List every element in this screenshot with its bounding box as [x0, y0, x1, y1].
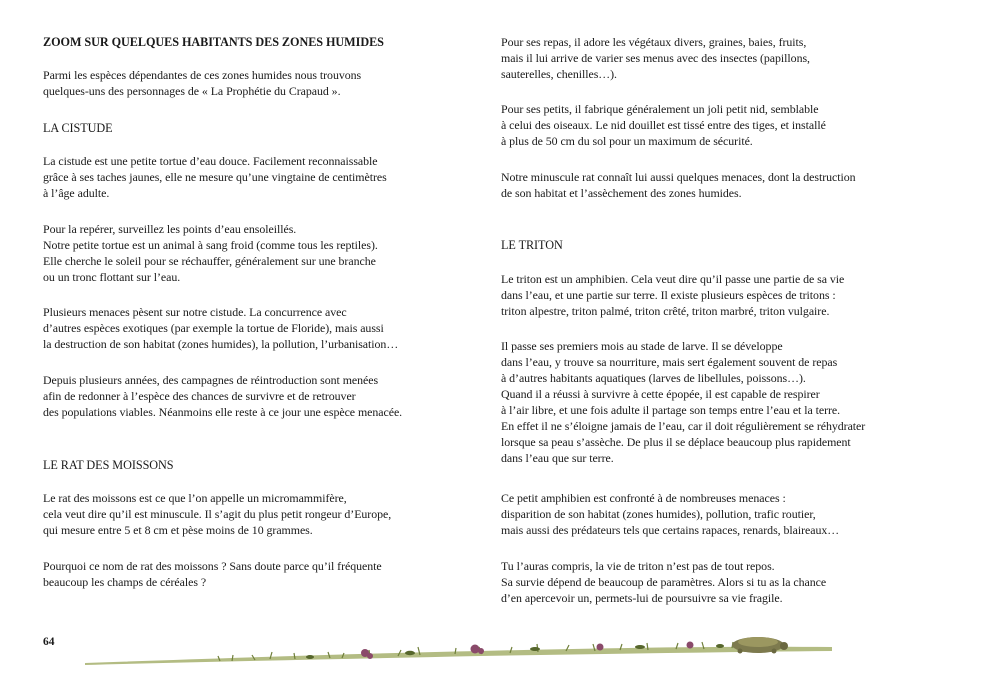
grass-strip	[85, 647, 832, 665]
page-heading: ZOOM SUR QUELQUES HABITANTS DES ZONES HUMIDES	[43, 35, 384, 49]
grass-strip-illustration	[80, 630, 835, 670]
section-title-cistude: LA CISTUDE	[43, 121, 113, 135]
section-title-triton: LE TRITON	[501, 238, 563, 252]
page-number: 64	[43, 636, 55, 648]
section-title-rat: LE RAT DES MOISSONS	[43, 458, 174, 472]
